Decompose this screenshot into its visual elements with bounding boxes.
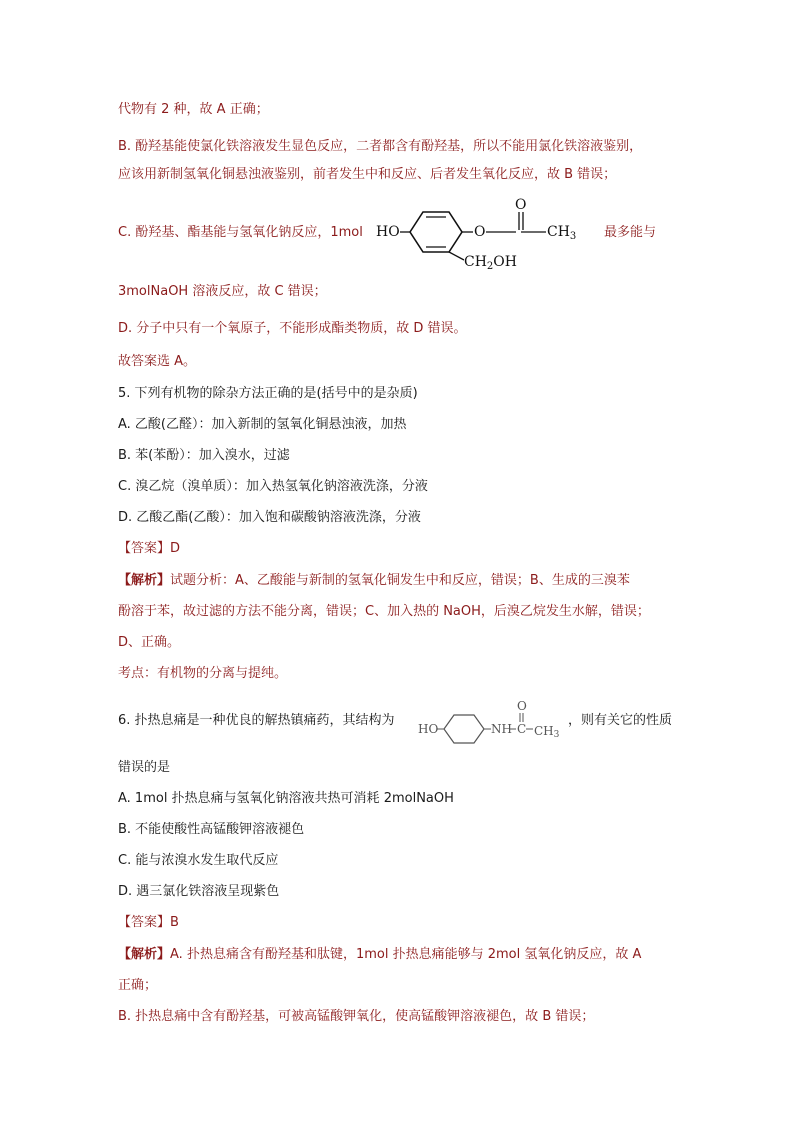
- question-6-stem: 6. 扑热息痛是一种优良的解热镇痛药，其结构为: [118, 713, 395, 728]
- question-6-stem: 错误的是: [118, 760, 171, 775]
- analysis-5: 酚溶于苯，故过滤的方法不能分离，错误；C、加入热的 NaOH，后溴乙烷发生水解，错误；: [118, 604, 650, 619]
- structure-label: CH: [547, 224, 570, 240]
- structure-label: O: [517, 700, 527, 713]
- text-line: D. 分子中只有一个氧原子，不能形成酯类物质，故 D 错误。: [118, 321, 467, 336]
- svg-text:CH3: [547, 224, 576, 242]
- text-line: 故答案选 A。: [118, 354, 197, 369]
- question-6-stem: ，则有关它的性质: [568, 713, 673, 728]
- option-a: A. 1mol 扑热息痛与氢氧化钠溶液共热可消耗 2molNaOH: [118, 791, 454, 806]
- structure-label: CH: [464, 254, 487, 270]
- text-line: 应该用新制氢氧化铜悬浊液鉴别，前者发生中和反应、后者发生氧化反应，故 B 错误；: [118, 167, 617, 182]
- structure-label: C: [517, 722, 527, 736]
- option-d: D. 乙酸乙酯(乙酸）：加入饱和碳酸钠溶液洗涤，分液: [118, 510, 421, 525]
- keypoint-5: 考点：有机物的分离与提纯。: [118, 666, 288, 681]
- structure-label: O: [474, 224, 486, 240]
- structure-diagram: [376, 196, 636, 272]
- structure-label: O: [515, 197, 527, 213]
- analysis-5: D、正确。: [118, 635, 181, 650]
- structure-label: NH: [491, 722, 512, 736]
- answer-6: 【答案】B: [118, 915, 179, 930]
- structure-diagram: [418, 700, 568, 744]
- structure-label: HO: [376, 224, 400, 240]
- svg-text:CH3: [534, 724, 560, 740]
- text-line: B. 酚羟基能使氯化铁溶液发生显色反应，二者都含有酚羟基，所以不能用氯化铁溶液鉴别，: [118, 139, 643, 154]
- analysis-6: 【解析】A. 扑热息痛含有酚羟基和肽键，1mol 扑热息痛能够与 2mol 氢氧化钠反应，故 A: [118, 947, 642, 962]
- text-line: 最多能与: [604, 225, 657, 240]
- option-d: D. 遇三氯化铁溶液呈现紫色: [118, 884, 280, 899]
- analysis-6: B. 扑热息痛中含有酚羟基，可被高锰酸钾氧化，使高锰酸钾溶液褪色，故 B 错误；: [118, 1009, 595, 1024]
- structure-label: 3: [569, 231, 577, 242]
- structure-label: CH: [534, 724, 554, 738]
- structure-label: 3: [553, 730, 560, 740]
- text-line: 3molNaOH 溶液反应，故 C 错误；: [118, 284, 327, 299]
- text-line: C. 酚羟基、酯基能与氢氧化钠反应，1mol: [118, 225, 363, 240]
- structure-label: 2: [486, 261, 494, 272]
- text-line: 代物有 2 种，故 A 正确；: [118, 102, 269, 117]
- svg-text:CH2OH: [464, 254, 517, 272]
- option-b: B. 不能使酸性高锰酸钾溶液褪色: [118, 822, 305, 837]
- structure-label: OH: [493, 254, 517, 270]
- option-b: B. 苯(苯酚）：加入溴水，过滤: [118, 448, 290, 463]
- analysis-5: 【解析】试题分析：A、乙酸能与新制的氢氧化铜发生中和反应，错误；B、生成的三溴苯: [118, 573, 630, 588]
- answer-5: 【答案】D: [118, 541, 181, 556]
- analysis-6: 正确；: [118, 978, 158, 993]
- option-c: C. 溴乙烷（溴单质）：加入热氢氧化钠溶液洗涤，分液: [118, 479, 428, 494]
- option-c: C. 能与浓溴水发生取代反应: [118, 853, 279, 868]
- option-a: A. 乙酸(乙醛）：加入新制的氢氧化铜悬浊液，加热: [118, 417, 407, 432]
- question-5-stem: 5. 下列有机物的除杂方法正确的是(括号中的是杂质): [118, 386, 418, 401]
- structure-label: HO: [418, 722, 439, 736]
